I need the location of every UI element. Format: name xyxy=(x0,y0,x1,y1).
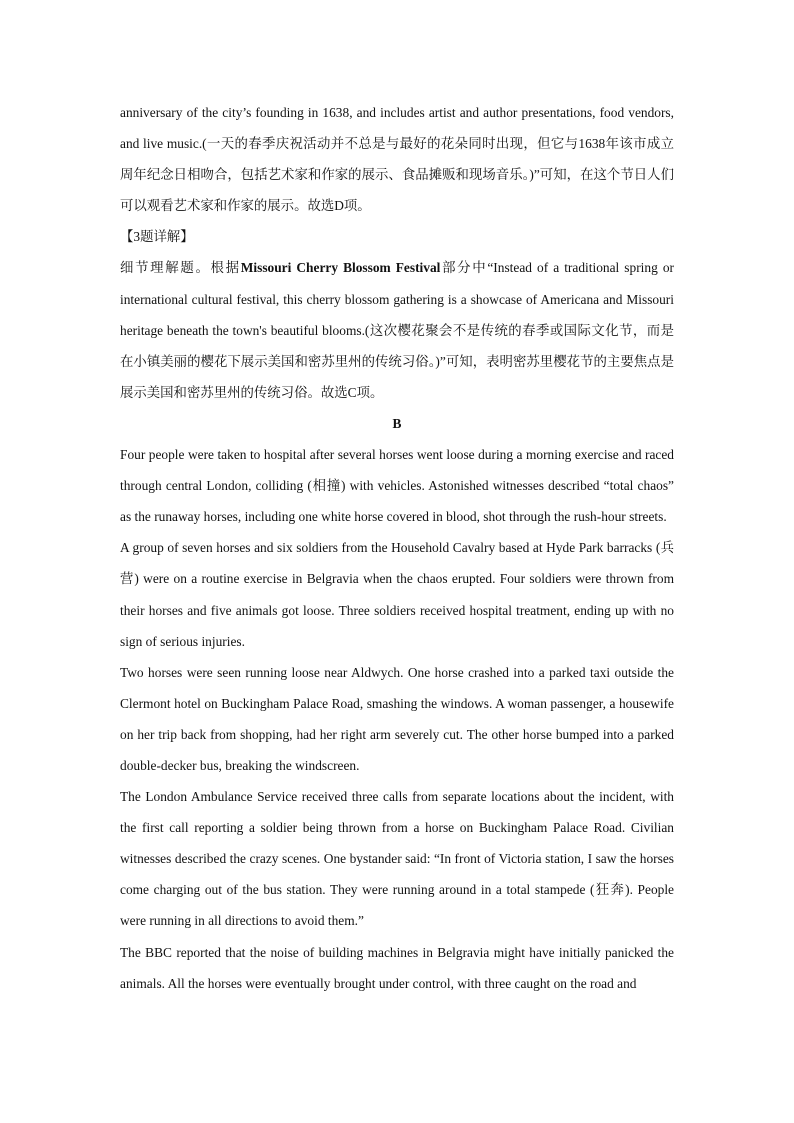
question-3-text-pre: 细节理解题。根据 xyxy=(120,260,241,276)
question-3-text-post: 部分中“Instead of a traditional spring or international cultural festival, this cherry blossom gathering is a showcase of Americana and Missouri heritage beneath the town's beautiful blooms.(这次樱花聚会不是传统的春季或国际文化节，而是在小镇美丽的樱花下展示美国和密苏里州的传统习俗。)”可知，表明密苏里樱花节的主要焦点是展示美国和密苏里州的传统习俗。故选C项。 xyxy=(120,260,674,400)
section-b-paragraph-4: The London Ambulance Service received three calls from separate locations about the incident, with the first call reporting a soldier being thrown from a horse on Buckingham Palace Road. Civilian witnesses described the crazy scenes. One bystander said: “In front of Victoria station, I saw the horses come charging out of the bus station. They were running around in a total stampede (狂奔). People were running in all directions to avoid them.” xyxy=(120,789,674,929)
paragraph-answer-2-tail: anniversary of the city’s founding in 1638, and includes artist and author presentations, food vendors, and live music.(一天的春季庆祝活动并不总是与最好的花朵同时出现，但它与1638年该市成立周年纪念日相吻合，包括艺术家和作家的展示、食品摊贩和现场音乐。)”可知，在这个节日人们可以观看艺术家和作家的展示。故选D项。 xyxy=(120,105,674,214)
section-b-paragraph-2: A group of seven horses and six soldiers from the Household Cavalry based at Hyde Park barracks (兵营) were on a routine exercise in Belgravia when the chaos erupted. Four soldiers were thrown from their horses and five animals got loose. Three soldiers received hospital treatment, ending up with no sign of serious injuries. xyxy=(120,540,674,649)
section-b-label: B xyxy=(392,415,402,431)
section-b-paragraph-1: Four people were taken to hospital after several horses went loose during a morning exercise and raced through central London, colliding (相撞) with vehicles. Astonished witnesses described “total chaos” as the runaway horses, including one white horse covered in blood, shot through the rush-hour streets. xyxy=(120,447,674,525)
question-3-bold-term: Missouri Cherry Blossom Festival xyxy=(240,260,441,276)
page-content xyxy=(120,97,674,999)
section-b-paragraph-5: The BBC reported that the noise of building machines in Belgravia might have initially panicked the animals. All the horses were eventually brought under control, with three caught on the road and xyxy=(120,944,674,991)
section-b-paragraph-3: Two horses were seen running loose near Aldwych. One horse crashed into a parked taxi outside the Clermont hotel on Buckingham Palace Road, smashing the windows. A woman passenger, a housewife on her trip back from shopping, had her right arm severely cut. The other horse bumped into a parked double-decker bus, breaking the windscreen. xyxy=(120,664,674,773)
question-3-heading: 【3题详解】 xyxy=(120,229,194,245)
question-3-explanation xyxy=(120,252,674,407)
